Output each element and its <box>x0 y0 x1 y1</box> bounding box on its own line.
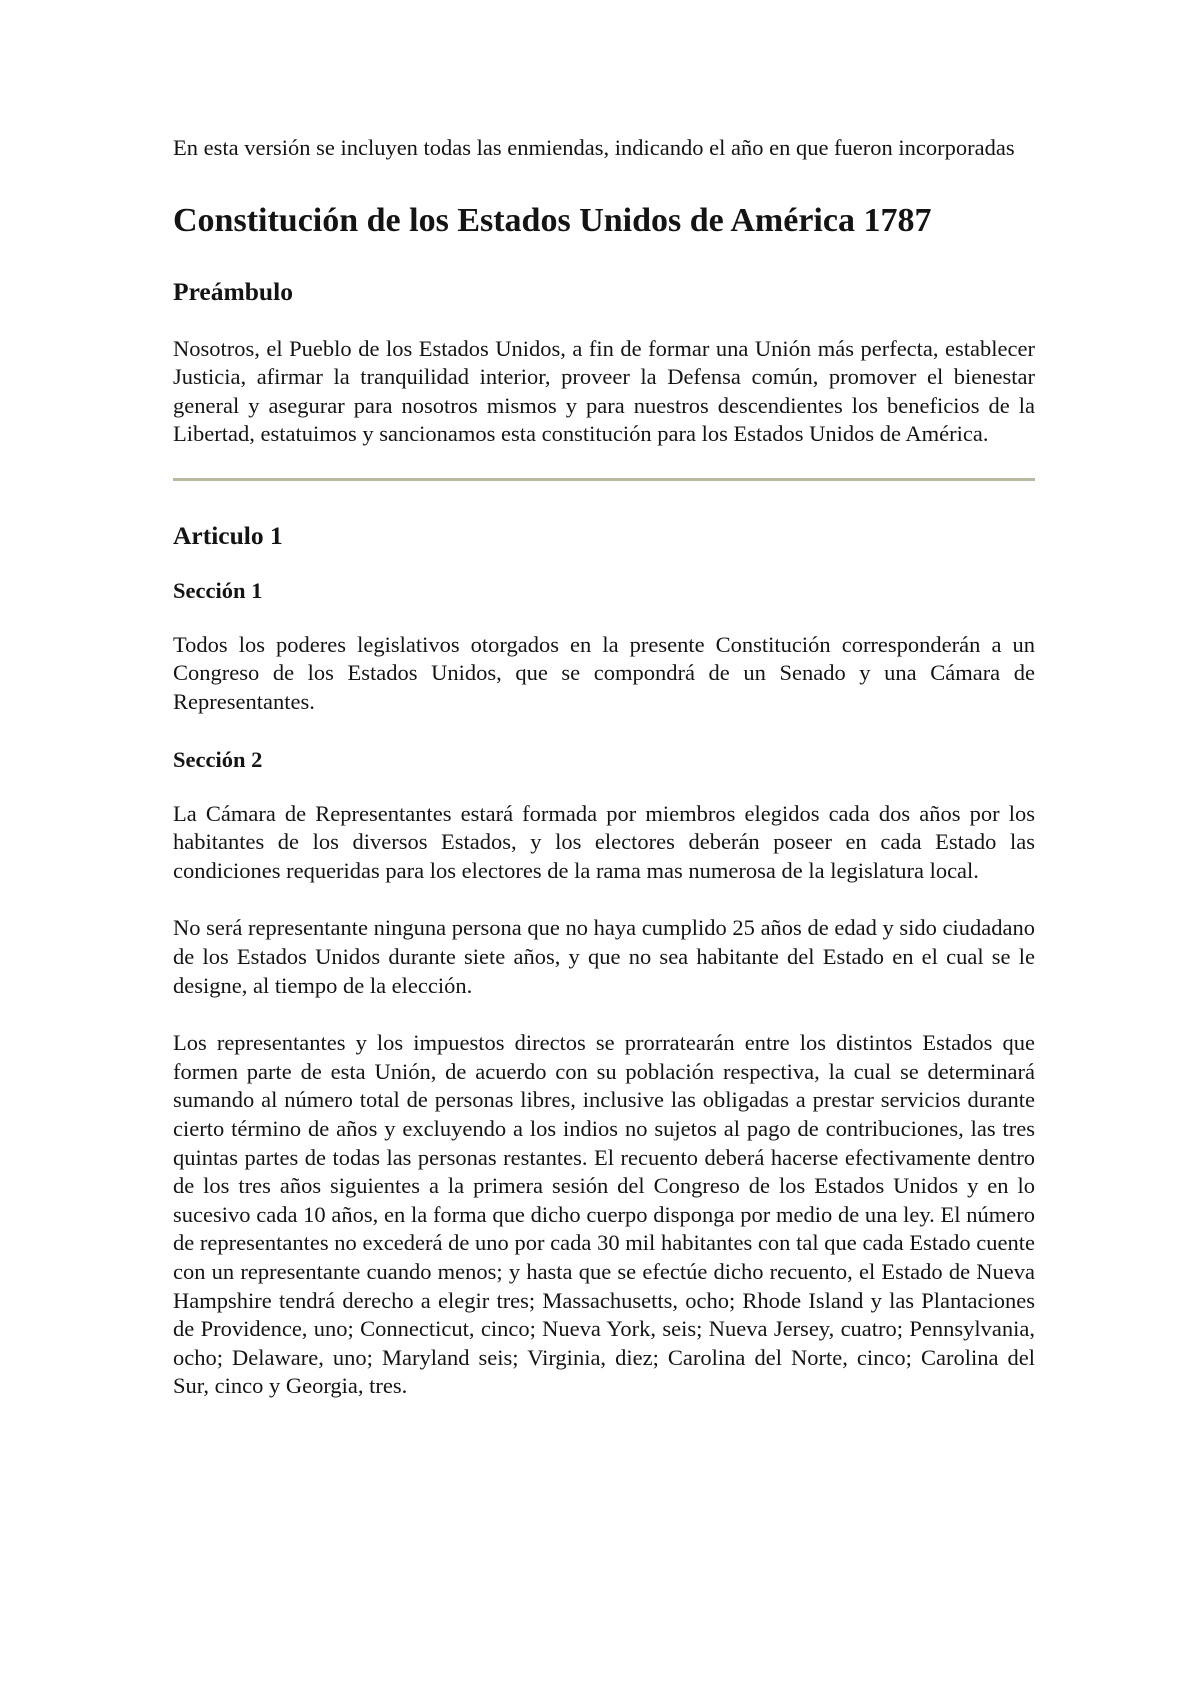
section-2-paragraph-1: La Cámara de Representantes estará formada por miembros elegidos cada dos años por los habitantes de los diversos Estados, y los electores deberán poseer en cada Estado las condiciones requeridas para los electores de la rama mas numerosa de la legislatura local. <box>173 800 1035 883</box>
section-2-paragraph-3: Los representantes y los impuestos directos se prorratearán entre los distintos Estados que formen parte de esta Unión, de acuerdo con su población respectiva, la cual se determinará sumando al número total de personas libres, inclusive las obligadas a prestar servicios durante cierto término de años y excluyendo a los indios no sujetos al pago de contribuciones, las tres quintas partes de todas las personas restantes. El recuento deberá hacerse efectivamente dentro de los tres años siguientes a la primera sesión del Congreso de los Estados Unidos y en lo sucesivo cada 10 años, en la forma que dicho cuerpo disponga por medio de una ley. El número de representantes no excederá de uno por cada 30 mil habitantes con tal que cada Estado cuente con un representante cuando menos; y hasta que se efectúe dicho recuento, el Estado de Nueva Hampshire tendrá derecho a elegir tres; Massachusetts, ocho; Rhode Island y las Plantaciones de Providence, uno; Connecticut, cinco; Nueva York, seis; Nueva Jersey, cuatro; Pennsylvania, ocho; Delaware, uno; Maryland seis; Virginia, diez; Carolina del Norte, cinco; Carolina del Sur, cinco y Georgia, tres. <box>173 1030 1035 1399</box>
document-title: Constitución de los Estados Unidos de América 1787 <box>173 201 932 239</box>
intro-note: En esta versión se incluyen todas las enmiendas, indicando el año en que fueron incorporadas <box>173 135 1015 160</box>
preamble-text: Nosotros, el Pueblo de los Estados Unidos, a fin de formar una Unión más perfecta, establecer Justicia, afirmar la tranquilidad interior, proveer la Defensa común, promover el bienestar general y asegurar para nosotros mismos y para nuestros descendientes los beneficios de la Libertad, estatuimos y sancionamos esta constitución para los Estados Unidos de América. <box>173 335 1035 447</box>
section-2-heading: Sección 2 <box>173 746 263 772</box>
section-1-heading: Sección 1 <box>173 577 263 603</box>
section-2-paragraph-2: No será representante ninguna persona que no haya cumplido 25 años de edad y sido ciudadano de los Estados Unidos durante siete años, y que no sea habitante del Estado en el cual se le designe, al tiempo de la elección. <box>173 915 1035 998</box>
preamble-heading: Preámbulo <box>173 276 293 306</box>
section-divider <box>173 478 1035 481</box>
document-page <box>173 134 1035 1430</box>
section-1-paragraph-1: Todos los poderes legislativos otorgados en la presente Constitución corresponderán a un Congreso de los Estados Unidos, que se compondrá de un Senado y una Cámara de Representantes. <box>173 631 1035 715</box>
article-heading: Articulo 1 <box>173 520 283 550</box>
